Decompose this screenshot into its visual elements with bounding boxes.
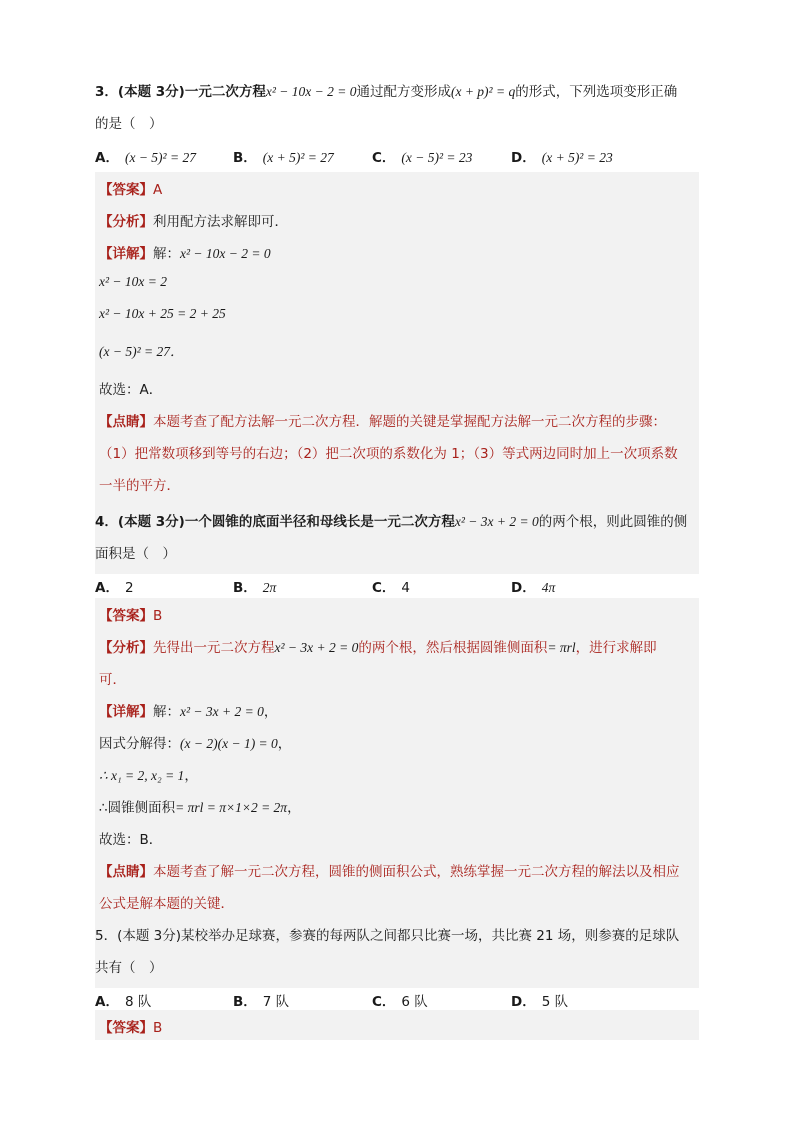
q4-detail <box>99 700 277 720</box>
q4-stem-text: 4．(本题 3分)一个圆锥的底面半径和母线长是一元二次方程 <box>95 514 455 530</box>
q4-factor <box>99 732 291 752</box>
q3-option-c[interactable] <box>372 146 472 166</box>
q4-area-lead: ∴圆锥侧面积 <box>99 800 176 816</box>
analysis-tag: 【分析】 <box>99 214 153 230</box>
q4-detail-lead: 解： <box>153 704 180 720</box>
q5-option-c[interactable] <box>372 990 428 1010</box>
q5-option-a[interactable] <box>95 990 151 1010</box>
q4-option-c[interactable] <box>372 576 410 596</box>
q3-step-2: x² − 10x = 2 <box>99 274 168 289</box>
q3-detail-lead: 解： <box>153 246 180 262</box>
q4-analysis-line1 <box>99 636 657 656</box>
q5-answer <box>99 1016 162 1036</box>
q4-roots <box>99 764 198 784</box>
q3-option-d[interactable] <box>511 146 613 166</box>
q3-answer-value: A <box>153 182 163 198</box>
q4-analysis-text-b: 的两个根，然后根据圆锥侧面积 <box>358 640 548 656</box>
analysis-tag: 【分析】 <box>99 640 153 656</box>
q5-option-d[interactable] <box>511 990 568 1010</box>
q5-option-d-label: D． <box>511 994 536 1010</box>
q5-answer-value: B <box>153 1020 163 1036</box>
q4-analysis-equation: x² − 3x + 2 = 0 <box>274 640 359 655</box>
q4-option-c-value: 4 <box>401 580 411 596</box>
q3-option-d-value: (x + 5)² = 23 <box>541 150 613 165</box>
comment-tag: 【点睛】 <box>99 864 153 880</box>
answer-tag: 【答案】 <box>99 608 153 624</box>
q4-option-a-label: A． <box>95 580 119 596</box>
q3-choose: 故选：A． <box>99 382 163 398</box>
q3-comment-line2: （1）把常数项移到等号的右边；（2）把二次项的系数化为 1；（3）等式两边同时加上一次项系数 <box>99 446 678 462</box>
q3-stem-line2: 的是（ ） <box>95 116 163 132</box>
q3-analysis-text: 利用配方法求解即可． <box>153 214 288 230</box>
q4-option-b-label: B． <box>233 580 257 596</box>
q5-option-c-value: 6 队 <box>401 994 428 1010</box>
q4-stem-line2: 面积是（ ） <box>95 546 176 562</box>
q4-factor-equation: (x − 2)(x − 1) = 0 <box>180 736 278 751</box>
q4-option-b-value: 2π <box>262 580 277 595</box>
q3-option-d-label: D． <box>511 150 536 166</box>
q3-stem-line1 <box>95 80 677 100</box>
q3-stem-text: 3．(本题 3分)一元二次方程 <box>95 84 266 100</box>
q4-analysis-text-a: 先得出一元二次方程 <box>153 640 275 656</box>
q3-option-b-label: B． <box>233 150 257 166</box>
q4-answer-value: B <box>153 608 163 624</box>
q4-stem-line1 <box>95 510 687 530</box>
q3-option-b-value: (x + 5)² = 27 <box>262 150 334 165</box>
q3-detail <box>99 242 271 262</box>
q4-factor-lead: 因式分解得： <box>99 736 180 752</box>
q4-area-tail: ， <box>287 800 301 816</box>
q5-solution-block <box>95 1010 699 1040</box>
q5-option-b-value: 7 队 <box>262 994 290 1010</box>
q4-equation: x² − 3x + 2 = 0 <box>454 514 539 529</box>
q4-roots-equation: ∴ x₁ = 2, x₂ = 1 <box>99 768 185 783</box>
q3-option-a-value: (x − 5)² = 27 <box>124 150 196 165</box>
q3-target-form: (x + p)² = q <box>450 84 516 99</box>
q4-option-d[interactable] <box>511 576 555 596</box>
q3-step-4: (x − 5)² = 27． <box>99 344 184 359</box>
q4-comment-text-1: 本题考查了解一元二次方程，圆锥的侧面积公式，熟练掌握一元二次方程的解法以及相应 <box>153 864 680 880</box>
q4-option-b[interactable] <box>233 576 276 596</box>
q5-option-b-label: B． <box>233 994 257 1010</box>
q4-comment-line2: 公式是解本题的关键． <box>99 896 234 912</box>
q5-option-d-value: 5 队 <box>541 994 569 1010</box>
q4-roots-tail: ， <box>184 768 198 784</box>
q3-analysis <box>99 210 288 230</box>
q3-option-c-value: (x − 5)² = 23 <box>401 150 473 165</box>
q4-option-a-value: 2 <box>124 580 134 596</box>
q4-detail-equation: x² − 3x + 2 = 0 <box>180 704 264 719</box>
q3-stem-text-b: 通过配方变形成 <box>356 84 451 100</box>
q3-option-a[interactable] <box>95 146 196 166</box>
q3-equation: x² − 10x − 2 = 0 <box>265 84 357 99</box>
q4-option-d-label: D． <box>511 580 536 596</box>
q4-analysis-text-c: ，进行求解即 <box>575 640 657 656</box>
detail-tag: 【详解】 <box>99 246 153 262</box>
comment-tag: 【点睛】 <box>99 414 153 430</box>
q5-stem-line2: 共有（ ） <box>95 960 163 976</box>
q4-comment-line1 <box>99 860 680 880</box>
q4-detail-tail: ， <box>263 704 278 720</box>
q3-option-a-label: A． <box>95 150 119 166</box>
q3-step-1: x² − 10x − 2 = 0 <box>180 246 271 261</box>
q4-factor-tail: ， <box>277 736 292 752</box>
answer-tag: 【答案】 <box>99 1020 153 1036</box>
q3-comment-line3: 一半的平方． <box>99 478 180 494</box>
q4-area <box>99 796 301 816</box>
q4-option-c-label: C． <box>372 580 396 596</box>
q3-comment-text-1: 本题考查了配方法解一元二次方程．解题的关键是掌握配方法解一元二次方程的步骤： <box>153 414 666 430</box>
q4-area-equation: = πrl = π×1×2 = 2π <box>175 800 288 815</box>
q5-stem-line1: 5．(本题 3分)某校举办足球赛，参赛的每两队之间都只比赛一场，共比赛 21 场，则参赛的足球队 <box>95 928 680 944</box>
q5-option-a-label: A． <box>95 994 119 1010</box>
q4-choose: 故选：B． <box>99 832 163 848</box>
q4-analysis-line2: 可． <box>99 672 126 688</box>
q5-option-c-label: C． <box>372 994 396 1010</box>
q5-option-a-value: 8 队 <box>124 994 152 1010</box>
q4-answer <box>99 604 162 624</box>
q3-stem-text-c: 的形式，下列选项变形正确 <box>515 84 678 100</box>
detail-tag: 【详解】 <box>99 704 153 720</box>
q4-option-d-value: 4π <box>541 580 556 595</box>
q4-option-a[interactable] <box>95 576 134 596</box>
q3-comment-line1 <box>99 410 666 430</box>
q3-step-3: x² − 10x + 25 = 2 + 25 <box>99 306 226 321</box>
answer-tag: 【答案】 <box>99 182 153 198</box>
q5-option-b[interactable] <box>233 990 289 1010</box>
q3-answer <box>99 178 162 198</box>
q3-option-b[interactable] <box>233 146 334 166</box>
q4-stem-text-b: 的两个根，则此圆锥的侧 <box>538 514 688 530</box>
q4-analysis-formula: = πrl <box>547 640 576 655</box>
q3-option-c-label: C． <box>372 150 396 166</box>
